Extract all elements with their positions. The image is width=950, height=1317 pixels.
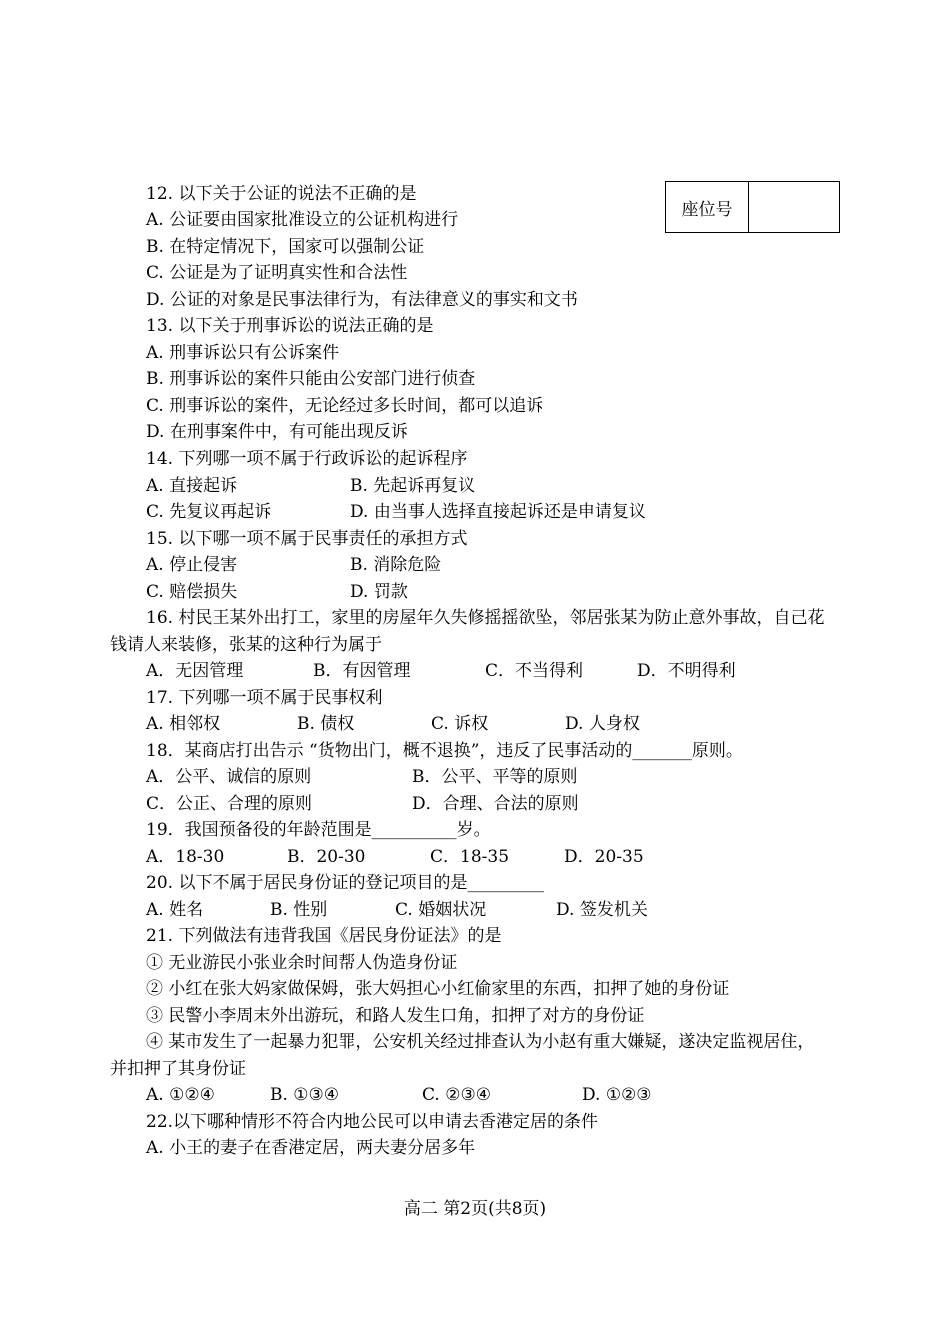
q18-option-d: D．合理、合法的原则 <box>412 794 579 814</box>
question-19: 19．我国预备役的年龄范围是__________岁。 <box>146 820 491 840</box>
q12-option-a: A. 公证要由国家批准设立的公证机构进行 <box>146 210 459 230</box>
seat-number-label: 座位号 <box>666 182 749 232</box>
q21-statement-4: ④ 某市发生了一起暴力犯罪，公安机关经过排查认为小赵有重大嫌疑，遂决定监视居住， <box>146 1032 815 1052</box>
q17-option-a: A. 相邻权 <box>146 714 221 734</box>
question-22: 22.以下哪种情形不符合内地公民可以申请去香港定居的条件 <box>146 1112 599 1132</box>
question-17: 17. 下列哪一项不属于民事权利 <box>146 688 383 708</box>
q16-option-a: A．无因管理 <box>146 661 244 681</box>
question-20: 20. 以下不属于居民身份证的登记项目的是_________ <box>146 873 544 893</box>
q21-option-d: D. ①②③ <box>582 1085 652 1105</box>
q17-option-b: B. 债权 <box>297 714 355 734</box>
seat-number-box <box>665 181 840 233</box>
q13-option-d: D. 在刑事案件中，有可能出现反诉 <box>146 422 408 442</box>
q20-option-c: C. 婚姻状况 <box>395 900 487 920</box>
question-13: 13. 以下关于刑事诉讼的说法正确的是 <box>146 316 434 336</box>
q14-option-b: B. 先起诉再复议 <box>350 476 476 496</box>
question-12: 12. 以下关于公证的说法不正确的是 <box>146 184 417 204</box>
q19-option-b: B．20-30 <box>287 847 366 867</box>
q18-option-b: B．公平、平等的原则 <box>412 767 578 787</box>
q19-option-a: A．18-30 <box>146 847 225 867</box>
q21-statement-4-cont: 并扣押了其身份证 <box>110 1059 246 1079</box>
q13-option-a: A. 刑事诉讼只有公诉案件 <box>146 343 340 363</box>
q21-option-b: B. ①③④ <box>270 1085 340 1105</box>
q18-option-c: C．公正、合理的原则 <box>146 794 313 814</box>
q15-option-a: A. 停止侵害 <box>146 555 238 575</box>
q19-option-c: C．18-35 <box>430 847 510 867</box>
question-21: 21. 下列做法有违背我国《居民身份证法》的是 <box>146 926 502 946</box>
q15-option-b: B. 消除危险 <box>350 555 442 575</box>
q17-option-c: C. 诉权 <box>431 714 489 734</box>
q16-option-b: B．有因管理 <box>313 661 411 681</box>
seat-number-value[interactable] <box>749 182 839 232</box>
q21-option-c: C. ②③④ <box>422 1085 491 1105</box>
q14-option-a: A. 直接起诉 <box>146 476 238 496</box>
q17-option-d: D. 人身权 <box>565 714 640 734</box>
q19-option-d: D．20-35 <box>564 847 644 867</box>
q12-option-d: D. 公证的对象是民事法律行为，有法律意义的事实和文书 <box>146 290 578 310</box>
q13-option-c: C. 刑事诉讼的案件，无论经过多长时间，都可以追诉 <box>146 396 544 416</box>
q14-option-c: C. 先复议再起诉 <box>146 502 272 522</box>
q20-option-a: A. 姓名 <box>146 900 204 920</box>
question-16-cont: 钱请人来装修，张某的这种行为属于 <box>110 635 382 655</box>
question-16: 16. 村民王某外出打工，家里的房屋年久失修摇摇欲坠，邻居张某为防止意外事故，自己花 <box>146 608 825 628</box>
page-footer: 高二 第2页(共8页) <box>403 1199 547 1219</box>
q16-option-d: D．不明得利 <box>637 661 736 681</box>
q15-option-d: D. 罚款 <box>350 582 408 602</box>
question-15: 15. 以下哪一项不属于民事责任的承担方式 <box>146 529 468 549</box>
q18-option-a: A．公平、诚信的原则 <box>146 767 312 787</box>
q12-option-c: C. 公证是为了证明真实性和合法性 <box>146 263 408 283</box>
q21-statement-1: ① 无业游民小张业余时间帮人伪造身份证 <box>146 953 458 973</box>
q20-option-b: B. 性别 <box>270 900 328 920</box>
question-14: 14. 下列哪一项不属于行政诉讼的起诉程序 <box>146 449 468 469</box>
q16-option-c: C．不当得利 <box>485 661 584 681</box>
q21-statement-3: ③ 民警小李周末外出游玩，和路人发生口角，扣押了对方的身份证 <box>146 1006 645 1026</box>
q12-option-b: B. 在特定情况下，国家可以强制公证 <box>146 237 425 257</box>
q22-option-a: A. 小王的妻子在香港定居，两夫妻分居多年 <box>146 1138 476 1158</box>
question-18: 18．某商店打出告示 “货物出门，概不退换”，违反了民事活动的_______原则。 <box>146 741 743 761</box>
q15-option-c: C. 赔偿损失 <box>146 582 238 602</box>
q20-option-d: D. 签发机关 <box>556 900 648 920</box>
q21-option-a: A. ①②④ <box>146 1085 215 1105</box>
q14-option-d: D. 由当事人选择直接起诉还是申请复议 <box>350 502 646 522</box>
q21-statement-2: ② 小红在张大妈家做保姆，张大妈担心小红偷家里的东西，扣押了她的身份证 <box>146 979 730 999</box>
q13-option-b: B. 刑事诉讼的案件只能由公安部门进行侦查 <box>146 369 476 389</box>
